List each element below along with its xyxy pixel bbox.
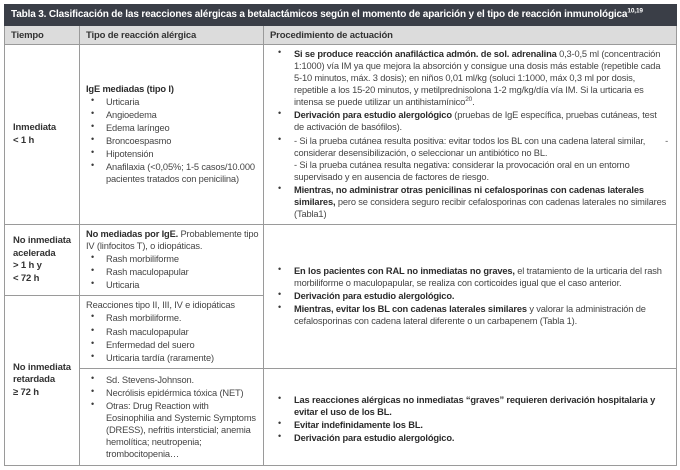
type-heading-text: Probablemente tipo IV (linfocitos T), o idiopáticas. bbox=[86, 229, 259, 252]
proc-cell-inmediata bbox=[264, 45, 677, 225]
table-title-text: Tabla 3. Clasificación de las reacciones alérgicas a betalactámicos según el momento de aparición y el tipo de reacción inmunológica bbox=[11, 9, 628, 20]
list-item: • Necrólisis epidérmica tóxica (NET) bbox=[86, 387, 259, 399]
list-item: • - - Si la prueba cutánea resulta positiva: evitar todos los BL con una cadena lateral similar, considerar desensibilización, o seleccionar un antibiótico no BL. - Si la prueba cutánea resulta negativa: considerar la provocación oral en un entorno supervisado y en ausencia de factores de riesgo. bbox=[272, 135, 668, 183]
type-heading bbox=[86, 83, 259, 95]
list-item: • Urticaria bbox=[86, 279, 259, 291]
proc-list-inmediata bbox=[272, 48, 668, 220]
list-item: • Derivación para estudio alergológico (pruebas de IgE específica, pruebas cutáneas, test de activación de basófilos). bbox=[272, 109, 668, 133]
list-item: • Hipotensión bbox=[86, 148, 259, 160]
list-item: • Mientras, no administrar otras penicilinas ni cefalosporinas con cadenas laterales similares, pero se considera seguro recibir cefalosporinas con cadenas laterales no similares (Tabla1) bbox=[272, 184, 668, 220]
list-item: • Derivación para estudio alergológico. bbox=[272, 432, 668, 444]
list-item: • Angioedema bbox=[86, 109, 259, 121]
list-item: • Urticaria tardía (raramente) bbox=[86, 352, 259, 364]
list-item: • Rash morbiliforme. bbox=[86, 312, 259, 324]
list-item: • Si se produce reacción anafiláctica admón. de sol. adrenalina 0,3-0,5 ml (concentración 1:1000) vía IM ya que mejora la absorción y consigue una dosis más estable (repetible cada 5-10 minutos, máx. 3 dosis); en niños 0,01 ml/kg (soluci 1:1000, máx 0,3 ml por dosis, repetible a los 15-20 minutos, y metilprednisolona 1-2 mg/kg/día vía IM. Si la urticaria es intensa se puede utilizar un antihistamínico$^{20}$. bbox=[272, 48, 668, 108]
proc-list-no-inmediata bbox=[272, 265, 668, 327]
list-item: • En los pacientes con RAL no inmediatas no graves, el tratamiento de la urticaria del rash morbiliforme o maculopapular, se realiza con corticoides igual que el caso anterior. bbox=[272, 265, 668, 289]
list-item: • Broncoespasmo bbox=[86, 135, 259, 147]
text-line: No inmediata bbox=[13, 235, 71, 247]
proc-cell-no-inmediata bbox=[264, 225, 677, 369]
type-cell-no-mediadas bbox=[80, 225, 264, 296]
type-heading-bold: IgE mediadas (tipo I) bbox=[86, 83, 174, 94]
list-item: • Evitar indefinidamente los BL. bbox=[272, 419, 668, 431]
type-heading-bold: No mediadas por IgE. bbox=[86, 229, 181, 239]
type-cell-ige-mediadas bbox=[80, 45, 264, 225]
time-cell-inmediata bbox=[5, 45, 80, 225]
type-list-no-mediadas bbox=[86, 253, 259, 291]
column-header-procedimiento: Procedimiento de actuación bbox=[264, 26, 677, 45]
text-line: ≥ 72 h bbox=[13, 386, 39, 398]
type-cell-graves bbox=[80, 368, 264, 465]
list-item: • Rash maculopapular bbox=[86, 326, 259, 338]
time-cell-retardada bbox=[5, 296, 80, 465]
type-heading bbox=[86, 299, 259, 311]
table-title-row bbox=[5, 5, 677, 26]
title-reference-superscript: 10,19 bbox=[627, 7, 643, 15]
table-3 bbox=[4, 4, 677, 466]
list-item: • Las reacciones alérgicas no inmediatas “graves” requieren derivación hospitalaria y evitar el uso de los BL. bbox=[272, 394, 668, 418]
table-title bbox=[5, 5, 677, 26]
list-item: • Sd. Stevens-Johnson. bbox=[86, 374, 259, 386]
type-heading-text: Reacciones tipo II, III, IV e idiopáticas bbox=[86, 300, 235, 311]
row-no-inmediata-acelerada bbox=[5, 225, 677, 296]
type-list-reacciones bbox=[86, 312, 259, 363]
type-list-graves bbox=[86, 374, 259, 461]
type-cell-reacciones-ii-iii-iv bbox=[80, 296, 264, 368]
list-item: • Rash maculopapular bbox=[86, 266, 259, 278]
list-item: • Edema laríngeo bbox=[86, 122, 259, 134]
list-item: • Mientras, evitar los BL con cadenas laterales similares y valorar la administración de cefalosporinas con cadena lateral diferente o un carbapenem (Tabla 1). bbox=[272, 303, 668, 327]
column-header-tiempo: Tiempo bbox=[5, 26, 80, 45]
text-line: No inmediata bbox=[13, 361, 71, 373]
text-line: < 1 h bbox=[13, 134, 35, 146]
proc-list-graves bbox=[272, 394, 668, 444]
list-item: • Urticaria bbox=[86, 96, 259, 108]
type-list-ige bbox=[86, 96, 259, 186]
row-inmediata bbox=[5, 45, 677, 225]
proc-cell-graves bbox=[264, 368, 677, 465]
text-line: acelerada bbox=[13, 247, 56, 259]
column-header-tipo-reaccion: Tipo de reacción alérgica bbox=[80, 26, 264, 45]
text-line: > 1 h y bbox=[13, 260, 42, 272]
text-line: Inmediata bbox=[13, 121, 56, 133]
time-cell-acelerada bbox=[5, 225, 80, 296]
text-line: retardada bbox=[13, 374, 55, 386]
list-item: • Anafilaxia (<0,05%; 1-5 casos/10.000 pacientes tratados con penicilina) bbox=[86, 161, 259, 185]
type-heading bbox=[86, 228, 259, 252]
column-header-row bbox=[5, 26, 677, 45]
list-item: • Derivación para estudio alergológico. bbox=[272, 290, 668, 302]
list-item: • Otras: Drug Reaction with Eosinophilia and Systemic Symptoms (DRESS), nefritis intersticial; anemia hemolítica; neutropenia; trombocitopenia… bbox=[86, 400, 259, 460]
row-no-inmediata-retardada-b bbox=[5, 368, 677, 465]
list-item: • Rash morbiliforme bbox=[86, 253, 259, 265]
list-item: • Enfermedad del suero bbox=[86, 339, 259, 351]
text-line: < 72 h bbox=[13, 272, 40, 284]
